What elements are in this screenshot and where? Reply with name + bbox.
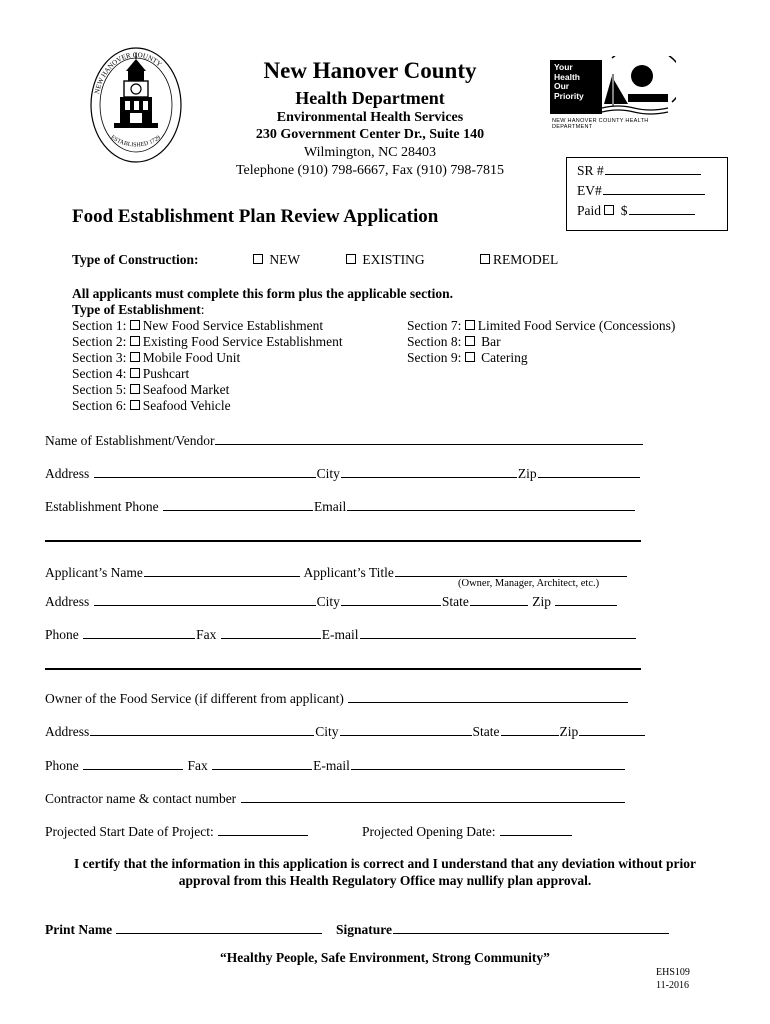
- owner-city-field[interactable]: [340, 723, 472, 736]
- logo-text-1: Your: [554, 62, 573, 72]
- applicant-title-field[interactable]: [395, 564, 627, 577]
- owner-zip-field[interactable]: [579, 723, 645, 736]
- owner-row: [45, 690, 629, 707]
- applicant-address-field[interactable]: [94, 593, 316, 606]
- section-3-checkbox[interactable]: [130, 352, 140, 362]
- owner-phone-row: Phone Fax E-mail: [45, 757, 626, 774]
- establishment-phone-field[interactable]: [163, 498, 313, 511]
- sr-field[interactable]: [605, 162, 701, 175]
- section-6[interactable]: Section 6: Seafood Vehicle: [72, 398, 231, 413]
- establishment-phone-row: [45, 498, 636, 515]
- print-name-field[interactable]: [116, 921, 322, 934]
- establishment-phone-label: Establishment Phone: [45, 499, 159, 514]
- owner-address-field[interactable]: [90, 723, 314, 736]
- paid-label: Paid: [577, 203, 602, 218]
- applicant-address-row: Address City State Zip: [45, 593, 618, 610]
- owner-address-row: Address City State Zip: [45, 723, 646, 740]
- contractor-row: [45, 790, 626, 807]
- seal-bottom-text: ESTABLISHED 1729: [109, 134, 162, 149]
- owner-field[interactable]: [348, 690, 628, 703]
- construction-new[interactable]: NEW: [253, 252, 300, 268]
- svg-text:ESTABLISHED 1729: [110, 135, 162, 149]
- department-name: Health Department: [295, 88, 445, 108]
- opening-date-label: Projected Opening Date:: [362, 824, 496, 839]
- applicant-state-field[interactable]: [470, 593, 528, 606]
- section-9[interactable]: Section 9: Catering: [407, 350, 528, 365]
- form-code: EHS109: [656, 967, 690, 978]
- applicant-city-field[interactable]: [341, 593, 441, 606]
- division-name: Environmental Health Services: [276, 110, 464, 125]
- opening-date-field[interactable]: [500, 823, 572, 836]
- signature-row: [336, 921, 670, 938]
- contractor-label: Contractor name & contact number: [45, 791, 237, 806]
- section-4-checkbox[interactable]: [130, 368, 140, 378]
- phone-fax: Telephone (910) 798-6667, Fax (910) 798-7815: [235, 163, 505, 178]
- start-date-label: Projected Start Date of Project:: [45, 824, 214, 839]
- owner-label: Owner of the Food Service (if different from applicant): [45, 691, 344, 706]
- owner-email-field[interactable]: [351, 757, 625, 770]
- construction-remodel[interactable]: REMODEL: [480, 252, 558, 268]
- ev-label: EV#: [577, 183, 602, 198]
- section-divider: [45, 668, 641, 670]
- ev-field[interactable]: [603, 182, 705, 195]
- owner-state-field[interactable]: [501, 723, 559, 736]
- certification-line-2: approval from this Health Regulatory Office may nullify plan approval.: [178, 873, 592, 888]
- applicant-email-field[interactable]: [360, 626, 636, 639]
- sr-label: SR #: [577, 163, 604, 178]
- applicant-zip-field[interactable]: [555, 593, 617, 606]
- amount-field[interactable]: [629, 202, 695, 215]
- start-date-row: [45, 823, 309, 840]
- section-5-checkbox[interactable]: [130, 384, 140, 394]
- existing-checkbox[interactable]: [346, 254, 356, 264]
- seal-top-text: NEW HANOVER COUNTY: [93, 50, 164, 95]
- applicant-name-label: Applicant’s Name: [45, 565, 143, 580]
- city-field[interactable]: [341, 465, 517, 478]
- county-name: New Hanover County: [263, 58, 477, 83]
- sailboat-icon: [598, 56, 676, 120]
- zip-label: Zip: [517, 466, 537, 481]
- applicant-name-field[interactable]: [144, 564, 300, 577]
- section-8-checkbox[interactable]: [465, 336, 475, 346]
- signature-label: Signature: [336, 922, 393, 937]
- health-department-logo: [548, 56, 676, 134]
- address-field[interactable]: [94, 465, 316, 478]
- county-seal: [88, 45, 184, 165]
- street-address: 230 Government Center Dr., Suite 140: [255, 127, 485, 142]
- section-2[interactable]: Section 2: Existing Food Service Establishment: [72, 334, 343, 349]
- instruction-line: All applicants must complete this form plus the applicable section.: [72, 286, 454, 301]
- section-7-checkbox[interactable]: [465, 320, 475, 330]
- establishment-name-label: Name of Establishment/Vendor: [45, 433, 215, 448]
- email-field[interactable]: [347, 498, 635, 511]
- certification-line-1: I certify that the information in this application is correct and I understand that any deviation without prior: [74, 856, 696, 871]
- section-2-checkbox[interactable]: [130, 336, 140, 346]
- form-title: Food Establishment Plan Review Application: [72, 206, 439, 227]
- section-divider: [45, 540, 641, 542]
- section-9-checkbox[interactable]: [465, 352, 475, 362]
- establishment-type-heading: Type of Establishment:: [72, 302, 205, 317]
- city-state-zip: Wilmington, NC 28403: [303, 145, 437, 160]
- address-label: Address: [45, 466, 90, 481]
- construction-label: Type of Construction:: [72, 252, 199, 267]
- applicant-fax-field[interactable]: [221, 626, 321, 639]
- paid-checkbox[interactable]: [604, 205, 614, 215]
- applicant-phone-field[interactable]: [83, 626, 195, 639]
- establishment-name-field[interactable]: [215, 432, 643, 445]
- signature-field[interactable]: [393, 921, 669, 934]
- email-label: Email: [314, 499, 347, 514]
- logo-text-3: Our: [554, 81, 570, 91]
- owner-fax-field[interactable]: [212, 757, 312, 770]
- office-use-box: [566, 157, 728, 231]
- applicant-title-label: Applicant’s Title: [303, 565, 394, 580]
- applicant-phone-row: Phone Fax E-mail: [45, 626, 637, 643]
- city-label: City: [316, 466, 340, 481]
- section-3[interactable]: Section 3: Mobile Food Unit: [72, 350, 241, 365]
- establishment-address-row: [45, 465, 641, 482]
- zip-field[interactable]: [538, 465, 640, 478]
- new-checkbox[interactable]: [253, 254, 263, 264]
- section-1[interactable]: Section 1: New Food Service Establishment: [72, 318, 324, 333]
- print-name-row: [45, 921, 323, 938]
- owner-phone-field[interactable]: [83, 757, 183, 770]
- establishment-name-row: [45, 432, 644, 449]
- opening-date-row: [362, 823, 573, 840]
- section-7[interactable]: Section 7: Limited Food Service (Concessions): [407, 318, 676, 333]
- motto: “Healthy People, Safe Environment, Strong Community”: [220, 950, 550, 965]
- contractor-field[interactable]: [241, 790, 625, 803]
- section-4[interactable]: Section 4: Pushcart: [72, 366, 190, 381]
- remodel-checkbox[interactable]: [480, 254, 490, 264]
- logo-caption: NEW HANOVER COUNTY HEALTH DEPARTMENT: [552, 118, 649, 130]
- start-date-field[interactable]: [218, 823, 308, 836]
- print-name-label: Print Name: [45, 922, 113, 937]
- logo-text-4: Priority: [554, 90, 584, 101]
- logo-text-2: Health: [554, 71, 580, 82]
- form-date: 11-2016: [656, 980, 689, 991]
- applicant-title-hint: (Owner, Manager, Architect, etc.): [458, 578, 600, 589]
- section-8[interactable]: Section 8: Bar: [407, 334, 501, 349]
- construction-existing[interactable]: EXISTING: [346, 252, 425, 268]
- section-1-checkbox[interactable]: [130, 320, 140, 330]
- section-6-checkbox[interactable]: [130, 400, 140, 410]
- section-5[interactable]: Section 5: Seafood Market: [72, 382, 230, 397]
- dollar-label: $: [620, 203, 628, 218]
